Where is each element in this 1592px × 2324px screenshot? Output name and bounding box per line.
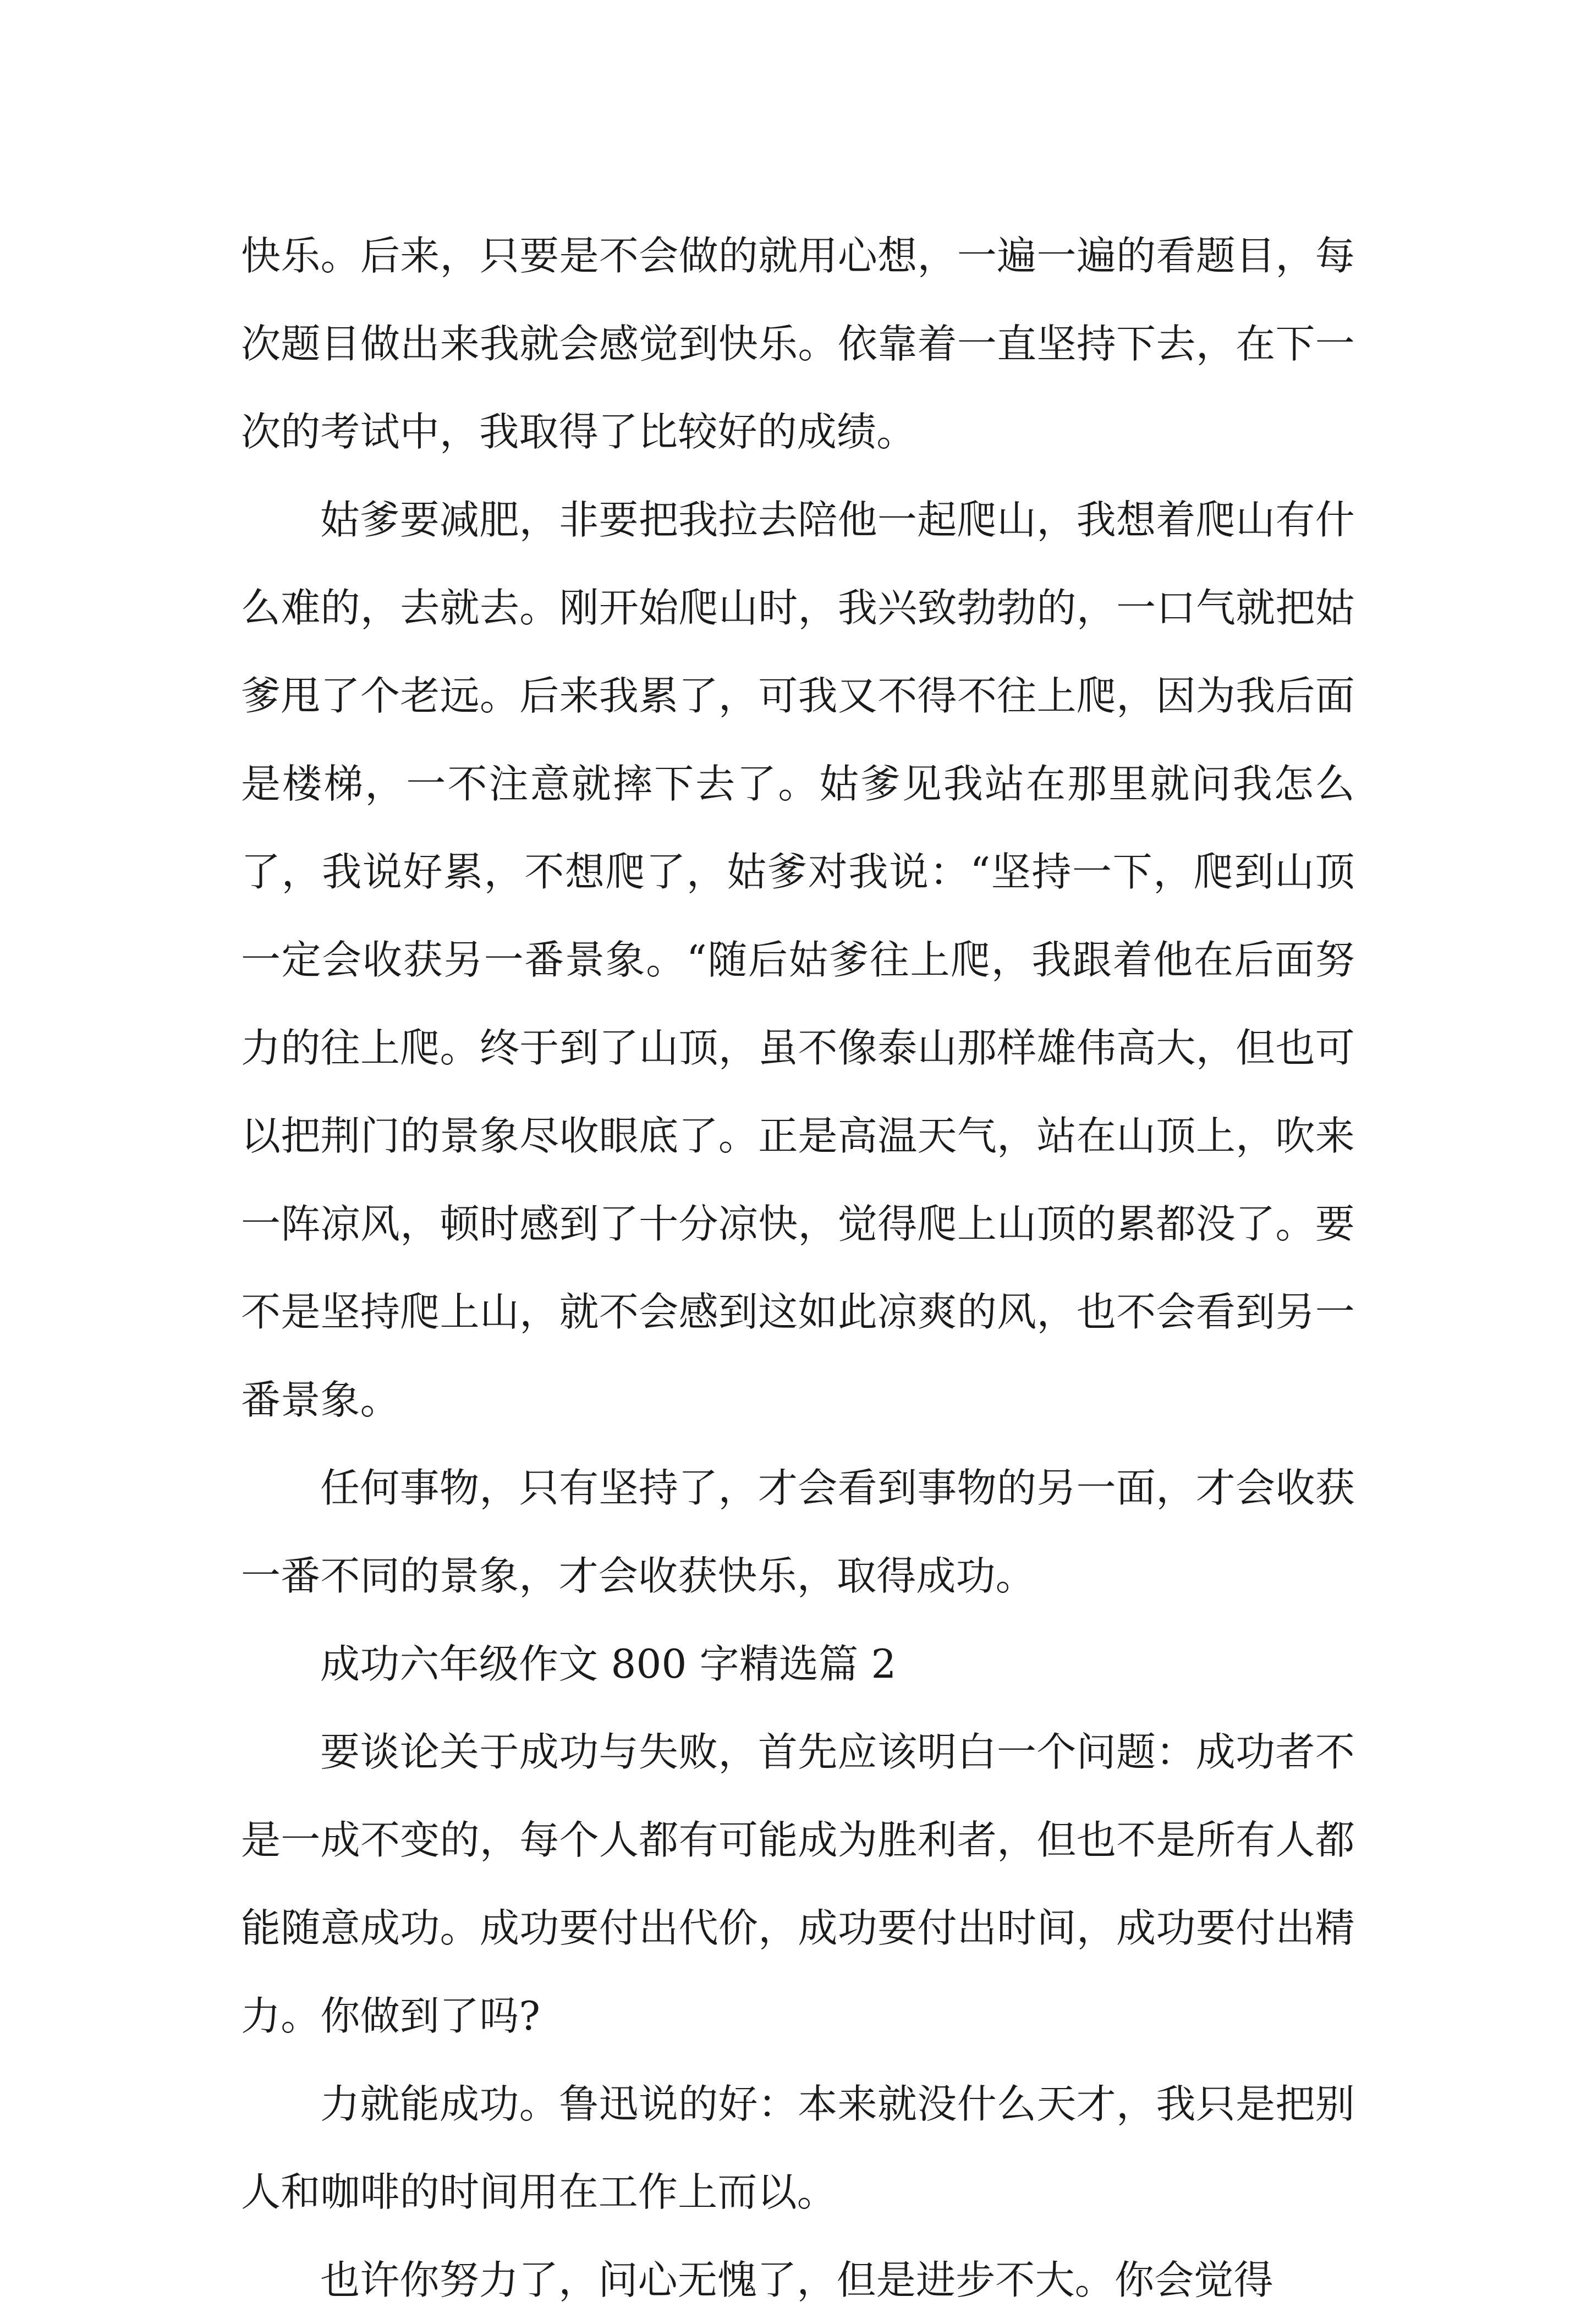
document-body (241, 212, 1355, 2324)
paragraph-5: 力就能成功。鲁迅说的好：本来就没什么天才，我只是把别人和咖啡的时间用在工作上而以。 (241, 2081, 1355, 2215)
paragraph-2: 姑爹要减肥，非要把我拉去陪他一起爬山，我想着爬山有什么难的，去就去。刚开始爬山时，我兴致勃勃的，一口气就把姑爹甩了个老远。后来我累了，可我又不得不往上爬，因为我后面是楼梯，一不注意就摔下去了。姑爹见我站在那里就问我怎么了，我说好累，不想爬了，姑爹对我说：“坚持一下，爬到山顶一定会收获另一番景象。“随后姑爹往上爬，我跟着他在后面努力的往上爬。终于到了山顶，虽不像泰山那样雄伟高大，但也可以把荆门的景象尽收眼底了。正是高温天气，站在山顶上，吹来一阵凉风，顿时感到了十分凉快，觉得爬上山顶的累都没了。要不是坚持爬上山，就不会感到这如此凉爽的风，也不会看到另一番景象。 (241, 497, 1355, 1423)
paragraph-4: 要谈论关于成功与失败，首先应该明白一个问题：成功者不是一成不变的，每个人都有可能成为胜利者，但也不是所有人都能随意成功。成功要付出代价，成功要付出时间，成功要付出精力。你做到了吗? (241, 1729, 1355, 2039)
paragraph-6: 也许你努力了，问心无愧了，但是进步不大。你会觉得 (320, 2257, 1273, 2303)
paragraph-3: 任何事物，只有坚持了，才会看到事物的另一面，才会收获一番不同的景象，才会收获快乐，取得成功。 (241, 1465, 1355, 1599)
section-heading: 成功六年级作文 800 字精选篇 2 (320, 1641, 897, 1687)
paragraph-1: 快乐。后来，只要是不会做的就用心想，一遍一遍的看题目，每次题目做出来我就会感觉到快乐。依靠着一直坚持下去，在下一次的考试中，我取得了比较好的成绩。 (241, 233, 1355, 455)
